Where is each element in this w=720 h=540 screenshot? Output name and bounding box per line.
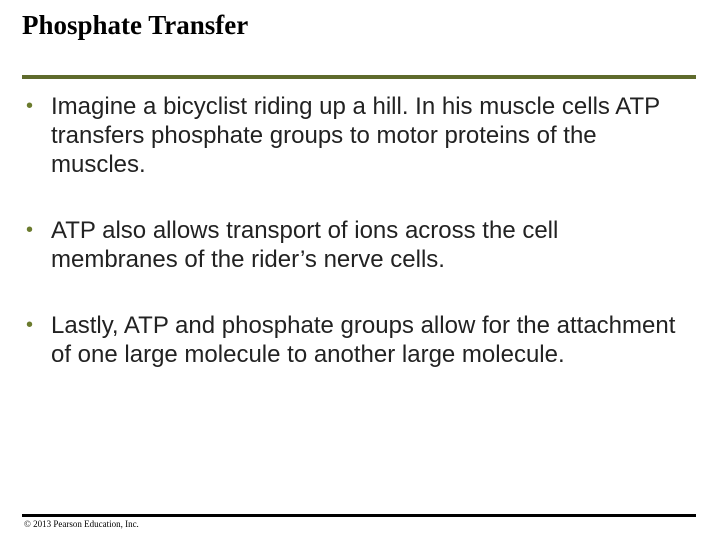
- bullet-text-2: ATP also allows transport of ions across the cell membranes of the rider’s nerve cells.: [51, 217, 559, 273]
- copyright-notice: © 2013 Pearson Education, Inc.: [24, 519, 139, 529]
- bullet-item-3: [26, 311, 676, 369]
- bullet-marker-icon: •: [26, 219, 34, 241]
- bullet-marker-icon: •: [26, 314, 34, 336]
- title-divider: [22, 75, 696, 79]
- slide-title: Phosphate Transfer: [22, 10, 249, 40]
- bullet-marker-icon: •: [26, 95, 34, 117]
- footer-divider: [22, 514, 696, 517]
- bullet-item-2: [26, 216, 676, 274]
- bullet-list: [26, 92, 676, 369]
- bullet-text-3: Lastly, ATP and phosphate groups allow for the attachment of one large molecule to another large molecule.: [51, 312, 676, 368]
- bullet-text-1: Imagine a bicyclist riding up a hill. In his muscle cells ATP transfers phosphate groups to motor proteins of the muscles.: [51, 93, 660, 178]
- bullet-item-1: [26, 92, 676, 179]
